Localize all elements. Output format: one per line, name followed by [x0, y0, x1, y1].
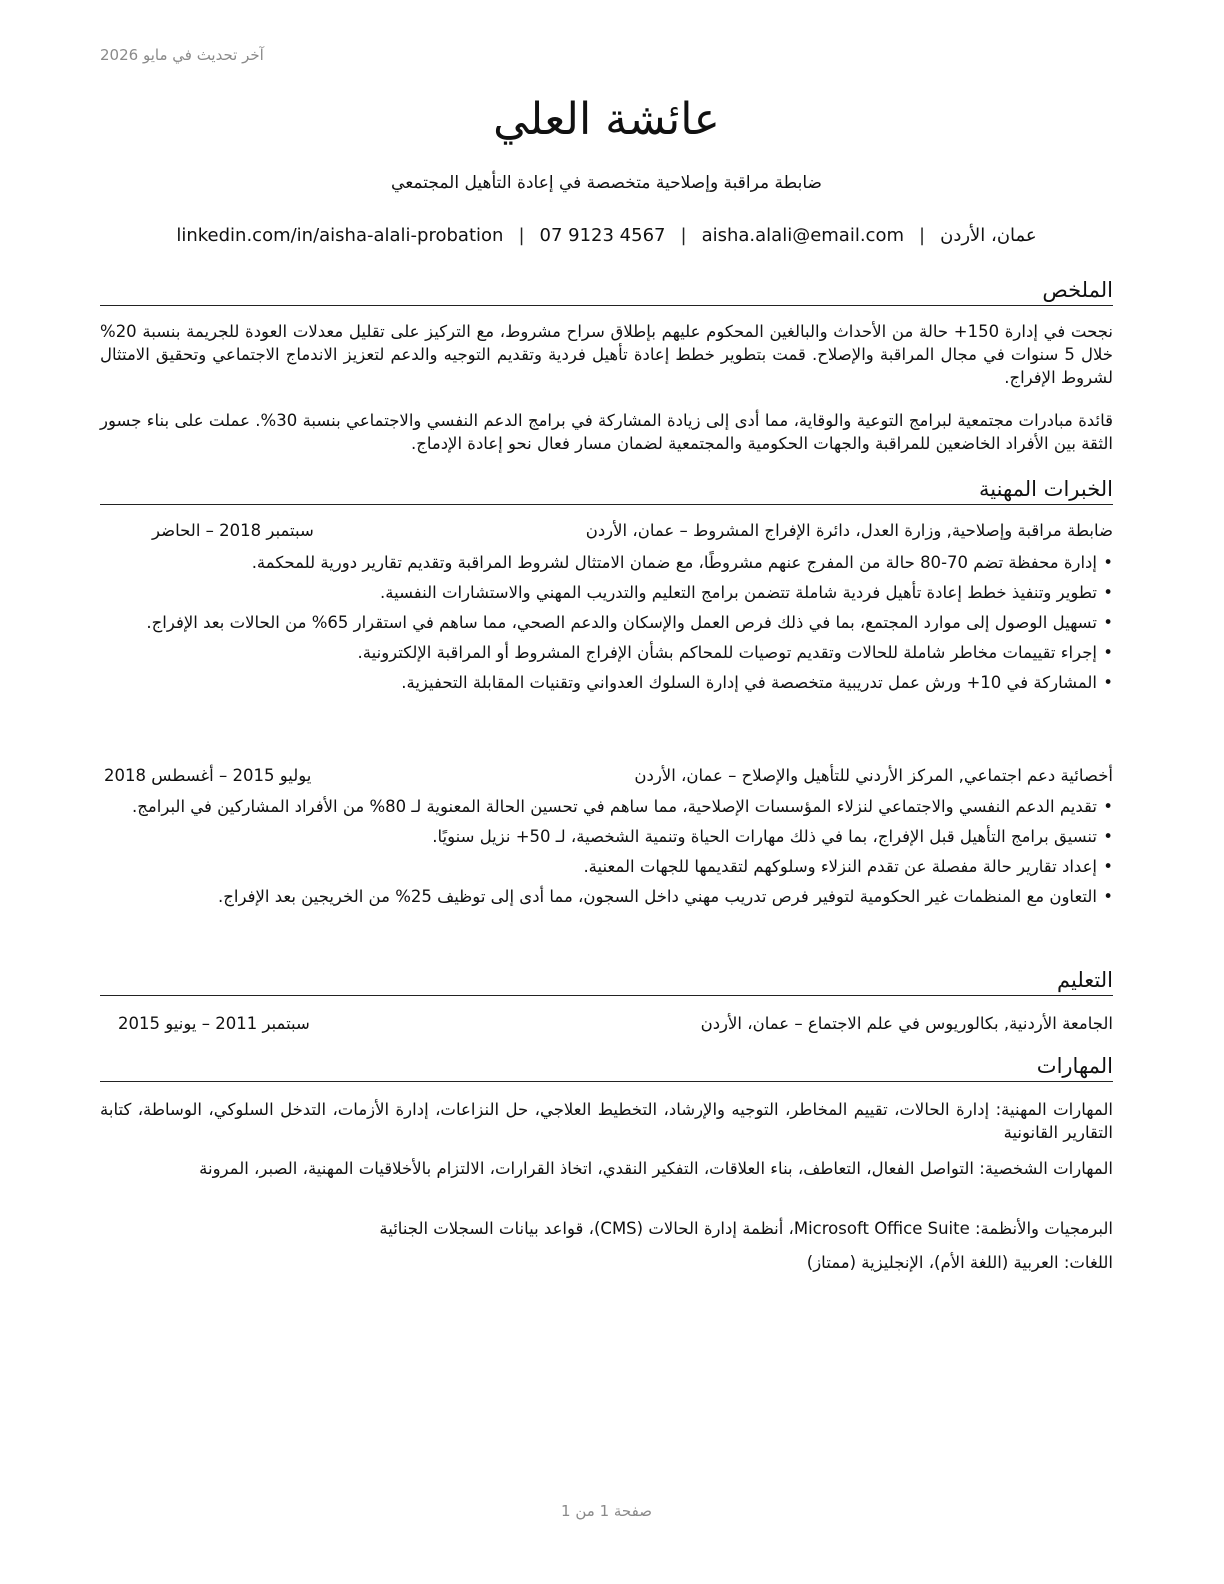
candidate-name: عائشة العلي [493, 94, 720, 145]
list-item: • المشاركة في 10+ ورش عمل تدريبية متخصصة في إدارة السلوك العدواني وتقنيات المقابلة التحفيزية. [401, 673, 1113, 692]
skills-personal: المهارات الشخصية: التواصل الفعال، التعاطف، بناء العلاقات، التفكير النقدي، اتخاذ القرارات، الالتزام بالأخلاقيات المهنية، الصبر، المرونة [199, 1159, 1113, 1178]
education-title: الجامعة الأردنية, بكالوريوس في علم الاجتماع – عمان، الأردن [700, 1014, 1113, 1033]
job-title: أخصائية دعم اجتماعي, المركز الأردني للتأهيل والإصلاح – عمان، الأردن [634, 766, 1113, 785]
list-item: • إعداد تقارير حالة مفصلة عن تقدم النزلاء وسلوكهم لتقديمها للجهات المعنية. [583, 857, 1113, 876]
list-item: • تسهيل الوصول إلى موارد المجتمع، بما في ذلك فرص العمل والإسكان والدعم الصحي، مما ساهم في استقرار 65% من الحالات بعد الإفراج. [146, 613, 1113, 632]
resume-page [100, 0, 1113, 1584]
job-dates: يوليو 2015 – أغسطس 2018 [104, 766, 312, 785]
contact-linkedin[interactable]: linkedin.com/in/aisha-alali-probation [176, 225, 504, 246]
list-item: • إدارة محفظة تضم 70-80 حالة من المفرج عنهم مشروطًا، مع ضمان الامتثال لشروط المراقبة وتقديم تقارير دورية للمحكمة. [251, 553, 1113, 572]
contact-email[interactable]: aisha.alali@email.com [701, 225, 905, 246]
job-title: ضابطة مراقبة وإصلاحية, وزارة العدل، دائرة الإفراج المشروط – عمان، الأردن [585, 521, 1113, 540]
list-item: • تنسيق برامج التأهيل قبل الإفراج، بما في ذلك مهارات الحياة وتنمية الشخصية، لـ 50+ نزيل سنويًا. [432, 827, 1113, 846]
education-heading: التعليم [100, 965, 1113, 996]
contact-separator: | [518, 225, 525, 246]
list-item: • إجراء تقييمات مخاطر شاملة للحالات وتقديم توصيات للمحاكم بشأن الإفراج المشروط أو المراقبة الإلكترونية. [357, 643, 1113, 662]
job-bullets [100, 795, 1113, 915]
job-header [100, 518, 1113, 544]
skills-software: البرمجيات والأنظمة: Microsoft Office Suite، أنظمة إدارة الحالات (CMS)، قواعد بيانات السجلات الجنائية [379, 1219, 1113, 1238]
education-line [100, 1011, 1113, 1037]
list-item: • التعاون مع المنظمات غير الحكومية لتوفير فرص تدريب مهني داخل السجون، مما أدى إلى توظيف 25% من الخريجين بعد الإفراج. [217, 887, 1113, 906]
contact-separator: | [680, 225, 687, 246]
candidate-subtitle: ضابطة مراقبة وإصلاحية متخصصة في إعادة التأهيل المجتمعي [391, 173, 822, 193]
education-dates: سبتمبر 2011 – يونيو 2015 [118, 1014, 310, 1033]
summary-heading: الملخص [100, 275, 1113, 306]
contact-location: عمان، الأردن [940, 225, 1037, 246]
skills-heading: المهارات [100, 1051, 1113, 1082]
job-dates: سبتمبر 2018 – الحاضر [152, 521, 314, 540]
contact-phone: 07 9123 4567 [539, 225, 666, 246]
skills-languages: اللغات: العربية (اللغة الأم)، الإنجليزية (ممتاز) [806, 1253, 1113, 1272]
job-header [100, 763, 1113, 789]
skills-professional: المهارات المهنية: إدارة الحالات، تقييم المخاطر، التوجيه والإرشاد، التخطيط العلاجي، حل النزاعات، إدارة الأزمات، التدخل السلوكي، الوساطة، كتابة التقارير القانونية [100, 1100, 1113, 1142]
contact-separator: | [919, 225, 926, 246]
job-bullets [100, 551, 1113, 701]
list-item: • تقديم الدعم النفسي والاجتماعي لنزلاء المؤسسات الإصلاحية، مما ساهم في تحسين الحالة المعنوية لـ 80% من الأفراد المشاركين في البرامج. [132, 797, 1113, 816]
experience-heading: الخبرات المهنية [100, 474, 1113, 505]
summary-paragraph: قائدة مبادرات مجتمعية لبرامج التوعية والوقاية، مما أدى إلى زيادة المشاركة في برامج الدعم النفسي والاجتماعي بنسبة 30%. عملت على بناء جسور الثقة بين الأفراد الخاضعين للمراقبة والجهات الحكومية والمجتمعية لضمان مسار فعال نحو إعادة الإدماج. [100, 411, 1114, 453]
summary-paragraph: نجحت في إدارة 150+ حالة من الأحداث والبالغين المحكوم عليهم بإطلاق سراح مشروط، مع التركيز على تقليل معدلات العودة للجريمة بنسبة 20% خلال 5 سنوات في مجال المراقبة والإصلاح. قمت بتطوير خطط إعادة تأهيل فردية وتقديم التوجيه والدعم لتعزيز الاندماج الاجتماعي وتحقيق الامتثال لشروط الإفراج. [100, 322, 1114, 387]
contact-line [100, 222, 1113, 250]
page-number: صفحة 1 من 1 [561, 1502, 652, 1520]
last-updated: آخر تحديث في مايو 2026 [100, 46, 264, 64]
list-item: • تطوير وتنفيذ خطط إعادة تأهيل فردية شاملة تتضمن برامج التعليم والتدريب المهني والاستشارات النفسية. [380, 583, 1113, 602]
